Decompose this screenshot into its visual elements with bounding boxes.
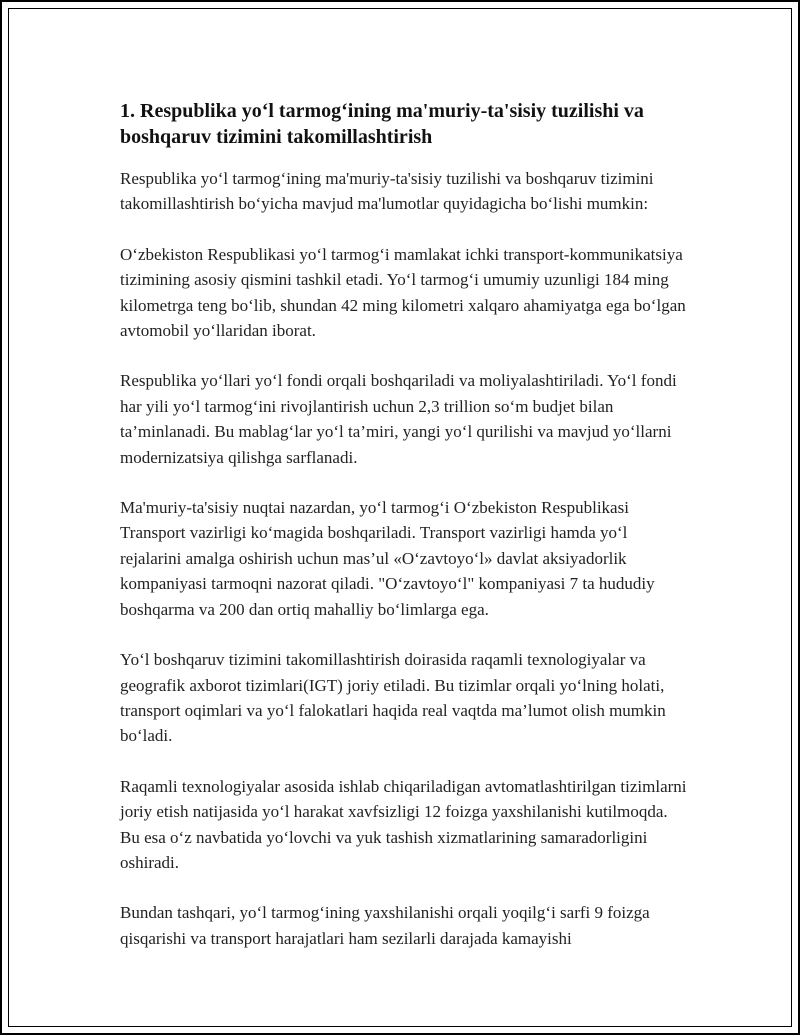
paragraph-administration: Ma'muriy-ta'sisiy nuqtai nazardan, yo‘l tarmog‘i O‘zbekiston Respublikasi Transport vazirligi ko‘magida boshqariladi. Transport vazirligi hamda yo‘l rejalarini amalga oshirish uchun mas’ul «O‘zavtoyo‘l» davlat aksiyadorlik kompaniyasi tarmoqni nazorat qiladi. "O‘zavtoyo‘l" kompaniyasi 7 ta hududiy boshqarma va 200 dan ortiq mahalliy bo‘limlarga ega. xyxy=(120,498,655,619)
paragraph-safety: Raqamli texnologiyalar asosida ishlab chiqariladigan avtomatlashtirilgan tizimlarni joriy etish natijasida yo‘l harakat xavfsizligi 12 foizga yaxshilanishi kutilmoqda. Bu esa o‘z navbatida yo‘lovchi va yuk tashish xizmatlarining samaradorligini oshiradi. xyxy=(120,776,687,872)
section-heading: 1. Respublika yo‘l tarmog‘ining ma'muriy-ta'sisiy tuzilishi va boshqaruv tizimini takomillashtirish xyxy=(120,100,644,148)
paragraph-road-fund: Respublika yo‘llari yo‘l fondi orqali boshqariladi va moliyalashtiriladi. Yo‘l fondi har yili yo‘l tarmog‘ini rivojlantirish uchun 2,3 trillion so‘m budjet bilan ta’minlanadi. Bu mablag‘lar yo‘l ta’miri, yangi yo‘l qurilishi va mavjud yo‘llarni modernizatsiya qilishga sarflanadi. xyxy=(120,371,677,467)
paragraph-fuel: Bundan tashqari, yo‘l tarmog‘ining yaxshilanishi orqali yoqilg‘i sarfi 9 foizga qisqarishi va transport harajatlari ham sezilarli darajada kamayishi xyxy=(120,903,650,948)
document-body xyxy=(120,98,690,976)
paragraph-road-network: O‘zbekiston Respublikasi yo‘l tarmog‘i mamlakat ichki transport-kommunikatsiya tizimining asosiy qismini tashkil etadi. Yo‘l tarmog‘i umumiy uzunligi 184 ming kilometrga teng bo‘lib, shundan 42 ming kilometri xalqaro ahamiyatga ega bo‘lgan avtomobil yo‘llaridan iborat. xyxy=(120,244,686,341)
paragraph-digital-tech: Yo‘l boshqaruv tizimini takomillashtirish doirasida raqamli texnologiyalar va geografik axborot tizimlari(IGT) joriy etiladi. Bu tizimlar orqali yo‘lning holati, transport oqimlari va yo‘l falokatlari haqida real vaqtda ma’lumot olish mumkin bo‘ladi. xyxy=(120,650,666,746)
paragraph-intro: Respublika yo‘l tarmog‘ining ma'muriy-ta'sisiy tuzilishi va boshqaruv tizimini takomillashtirish bo‘yicha mavjud ma'lumotlar quyidagicha bo‘lishi mumkin: xyxy=(120,169,654,214)
